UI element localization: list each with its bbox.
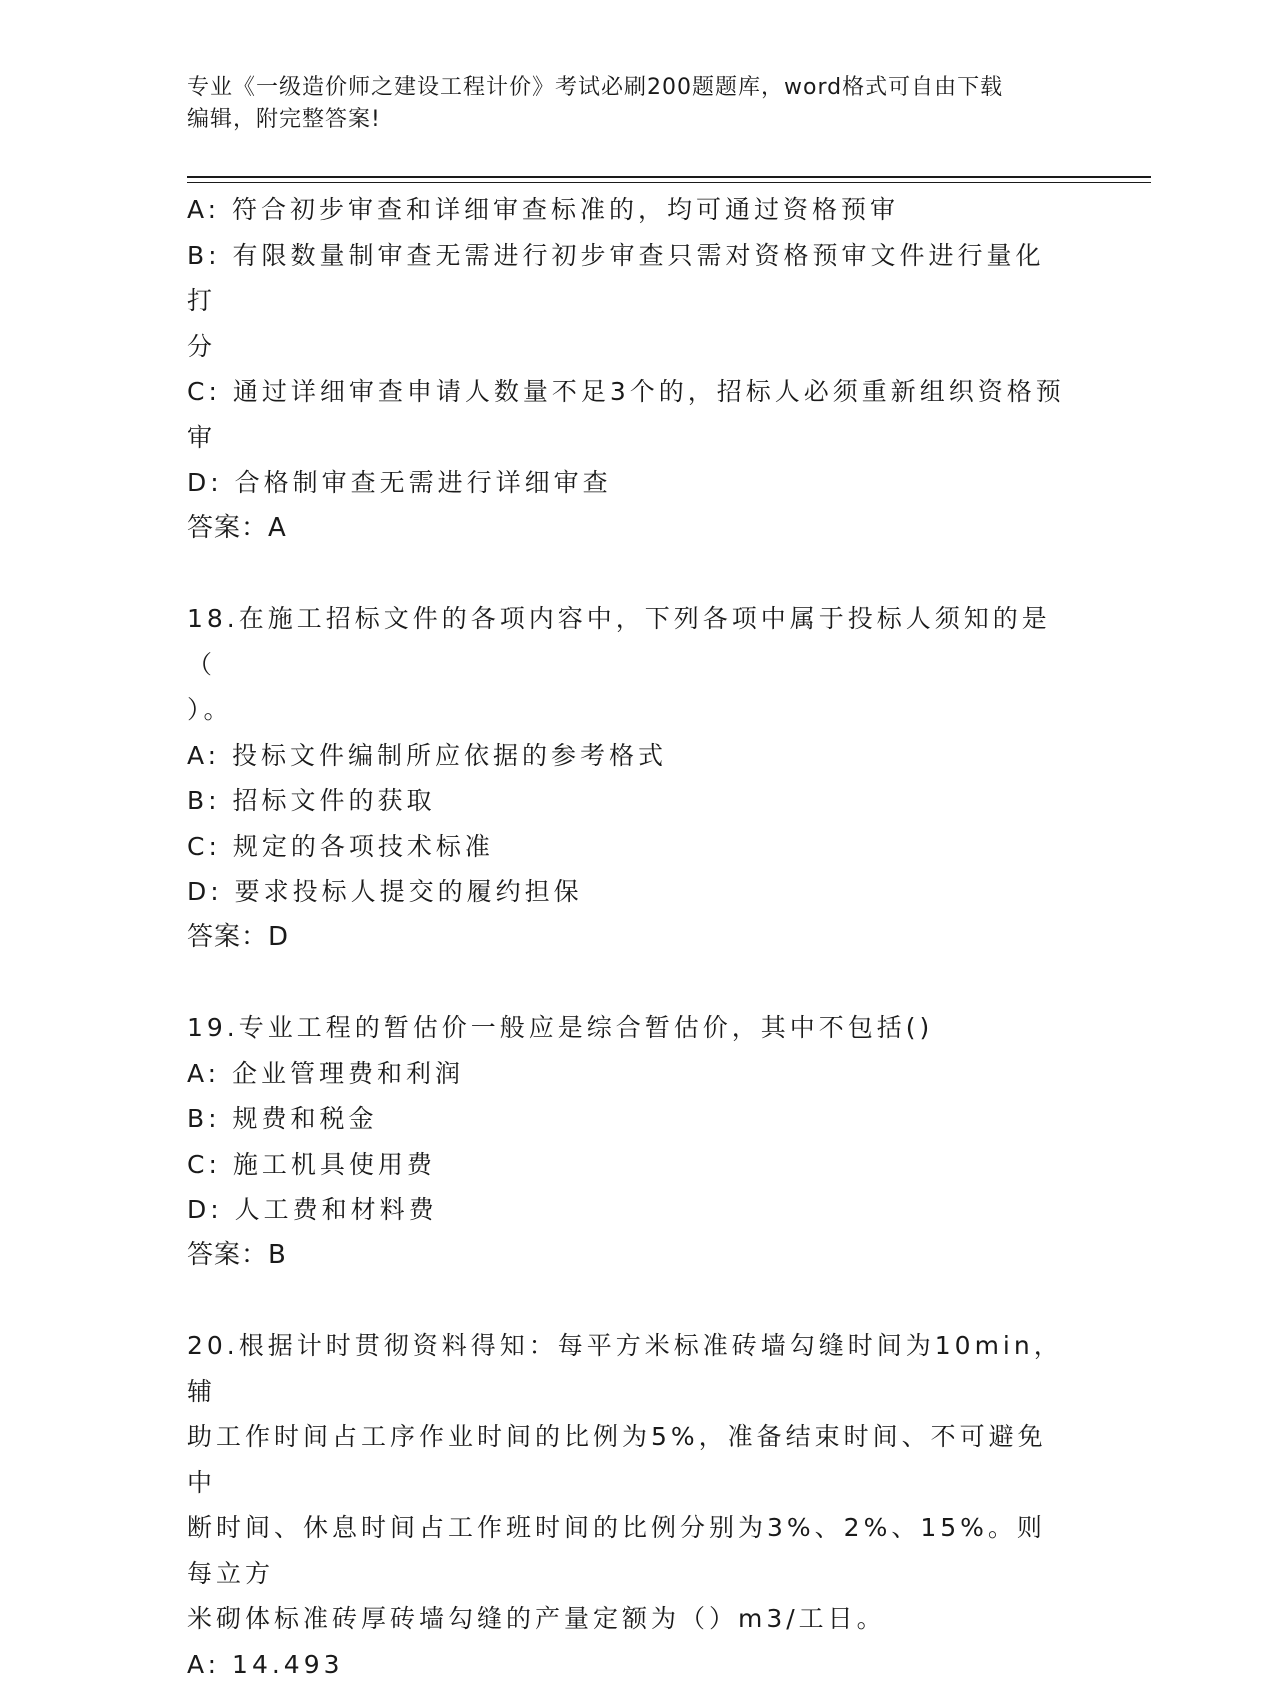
- spacer: [187, 1278, 1067, 1323]
- q18-question-line-1: 18.在施工招标文件的各项内容中，下列各项中属于投标人须知的是（: [187, 596, 1067, 687]
- q20-question-line-1: 20.根据计时贯彻资料得知：每平方米标准砖墙勾缝时间为10min，辅: [187, 1323, 1067, 1414]
- q19-option-d: D: 人工费和材料费: [187, 1187, 1067, 1233]
- question-19-block: [187, 1005, 1067, 1278]
- q17-option-b-line-2: 分: [187, 324, 1067, 370]
- q19-option-a: A: 企业管理费和利润: [187, 1051, 1067, 1097]
- header-divider-thick: [187, 176, 1151, 178]
- header-divider-thin: [187, 182, 1151, 183]
- q20-question-line-3: 断时间、休息时间占工作班时间的比例分别为3%、2%、15%。则每立方: [187, 1505, 1067, 1596]
- q17-option-b-line-1: B: 有限数量制审查无需进行初步审查只需对资格预审文件进行量化打: [187, 233, 1067, 324]
- spacer: [187, 960, 1067, 1005]
- q18-question-line-2: ）。: [187, 687, 1067, 733]
- question-17-block: [187, 187, 1067, 551]
- q20-question-line-4: 米砌体标准砖厚砖墙勾缝的产量定额为（）m3/工日。: [187, 1596, 1067, 1642]
- q18-option-a: A: 投标文件编制所应依据的参考格式: [187, 733, 1067, 779]
- q17-option-a: A: 符合初步审查和详细审查标准的，均可通过资格预审: [187, 187, 1067, 233]
- q20-question-line-2: 助工作时间占工序作业时间的比例为5%，准备结束时间、不可避免中: [187, 1414, 1067, 1505]
- q17-option-c-line-1: C: 通过详细审查申请人数量不足3个的，招标人必须重新组织资格预: [187, 369, 1067, 415]
- question-20-block: [187, 1323, 1067, 1687]
- q20-option-a: A: 14.493: [187, 1642, 1067, 1687]
- document-header: [187, 72, 1067, 136]
- question-list: [187, 187, 1067, 1687]
- q17-answer: 答案：A: [187, 506, 1067, 552]
- q19-option-b: B: 规费和税金: [187, 1096, 1067, 1142]
- q19-option-c: C: 施工机具使用费: [187, 1142, 1067, 1188]
- spacer: [187, 551, 1067, 596]
- header-title-line-2: 编辑，附完整答案!: [187, 104, 1067, 136]
- header-title-line-1: 专业《一级造价师之建设工程计价》考试必刷200题题库，word格式可自由下载: [187, 72, 1067, 104]
- q18-option-d: D: 要求投标人提交的履约担保: [187, 869, 1067, 915]
- q18-option-b: B: 招标文件的获取: [187, 778, 1067, 824]
- q18-option-c: C: 规定的各项技术标准: [187, 824, 1067, 870]
- q18-answer: 答案：D: [187, 915, 1067, 961]
- q19-question: 19.专业工程的暂估价一般应是综合暂估价，其中不包括(): [187, 1005, 1067, 1051]
- q19-answer: 答案：B: [187, 1233, 1067, 1279]
- question-18-block: [187, 596, 1067, 960]
- q17-option-d: D: 合格制审查无需进行详细审查: [187, 460, 1067, 506]
- q17-option-c-line-2: 审: [187, 415, 1067, 461]
